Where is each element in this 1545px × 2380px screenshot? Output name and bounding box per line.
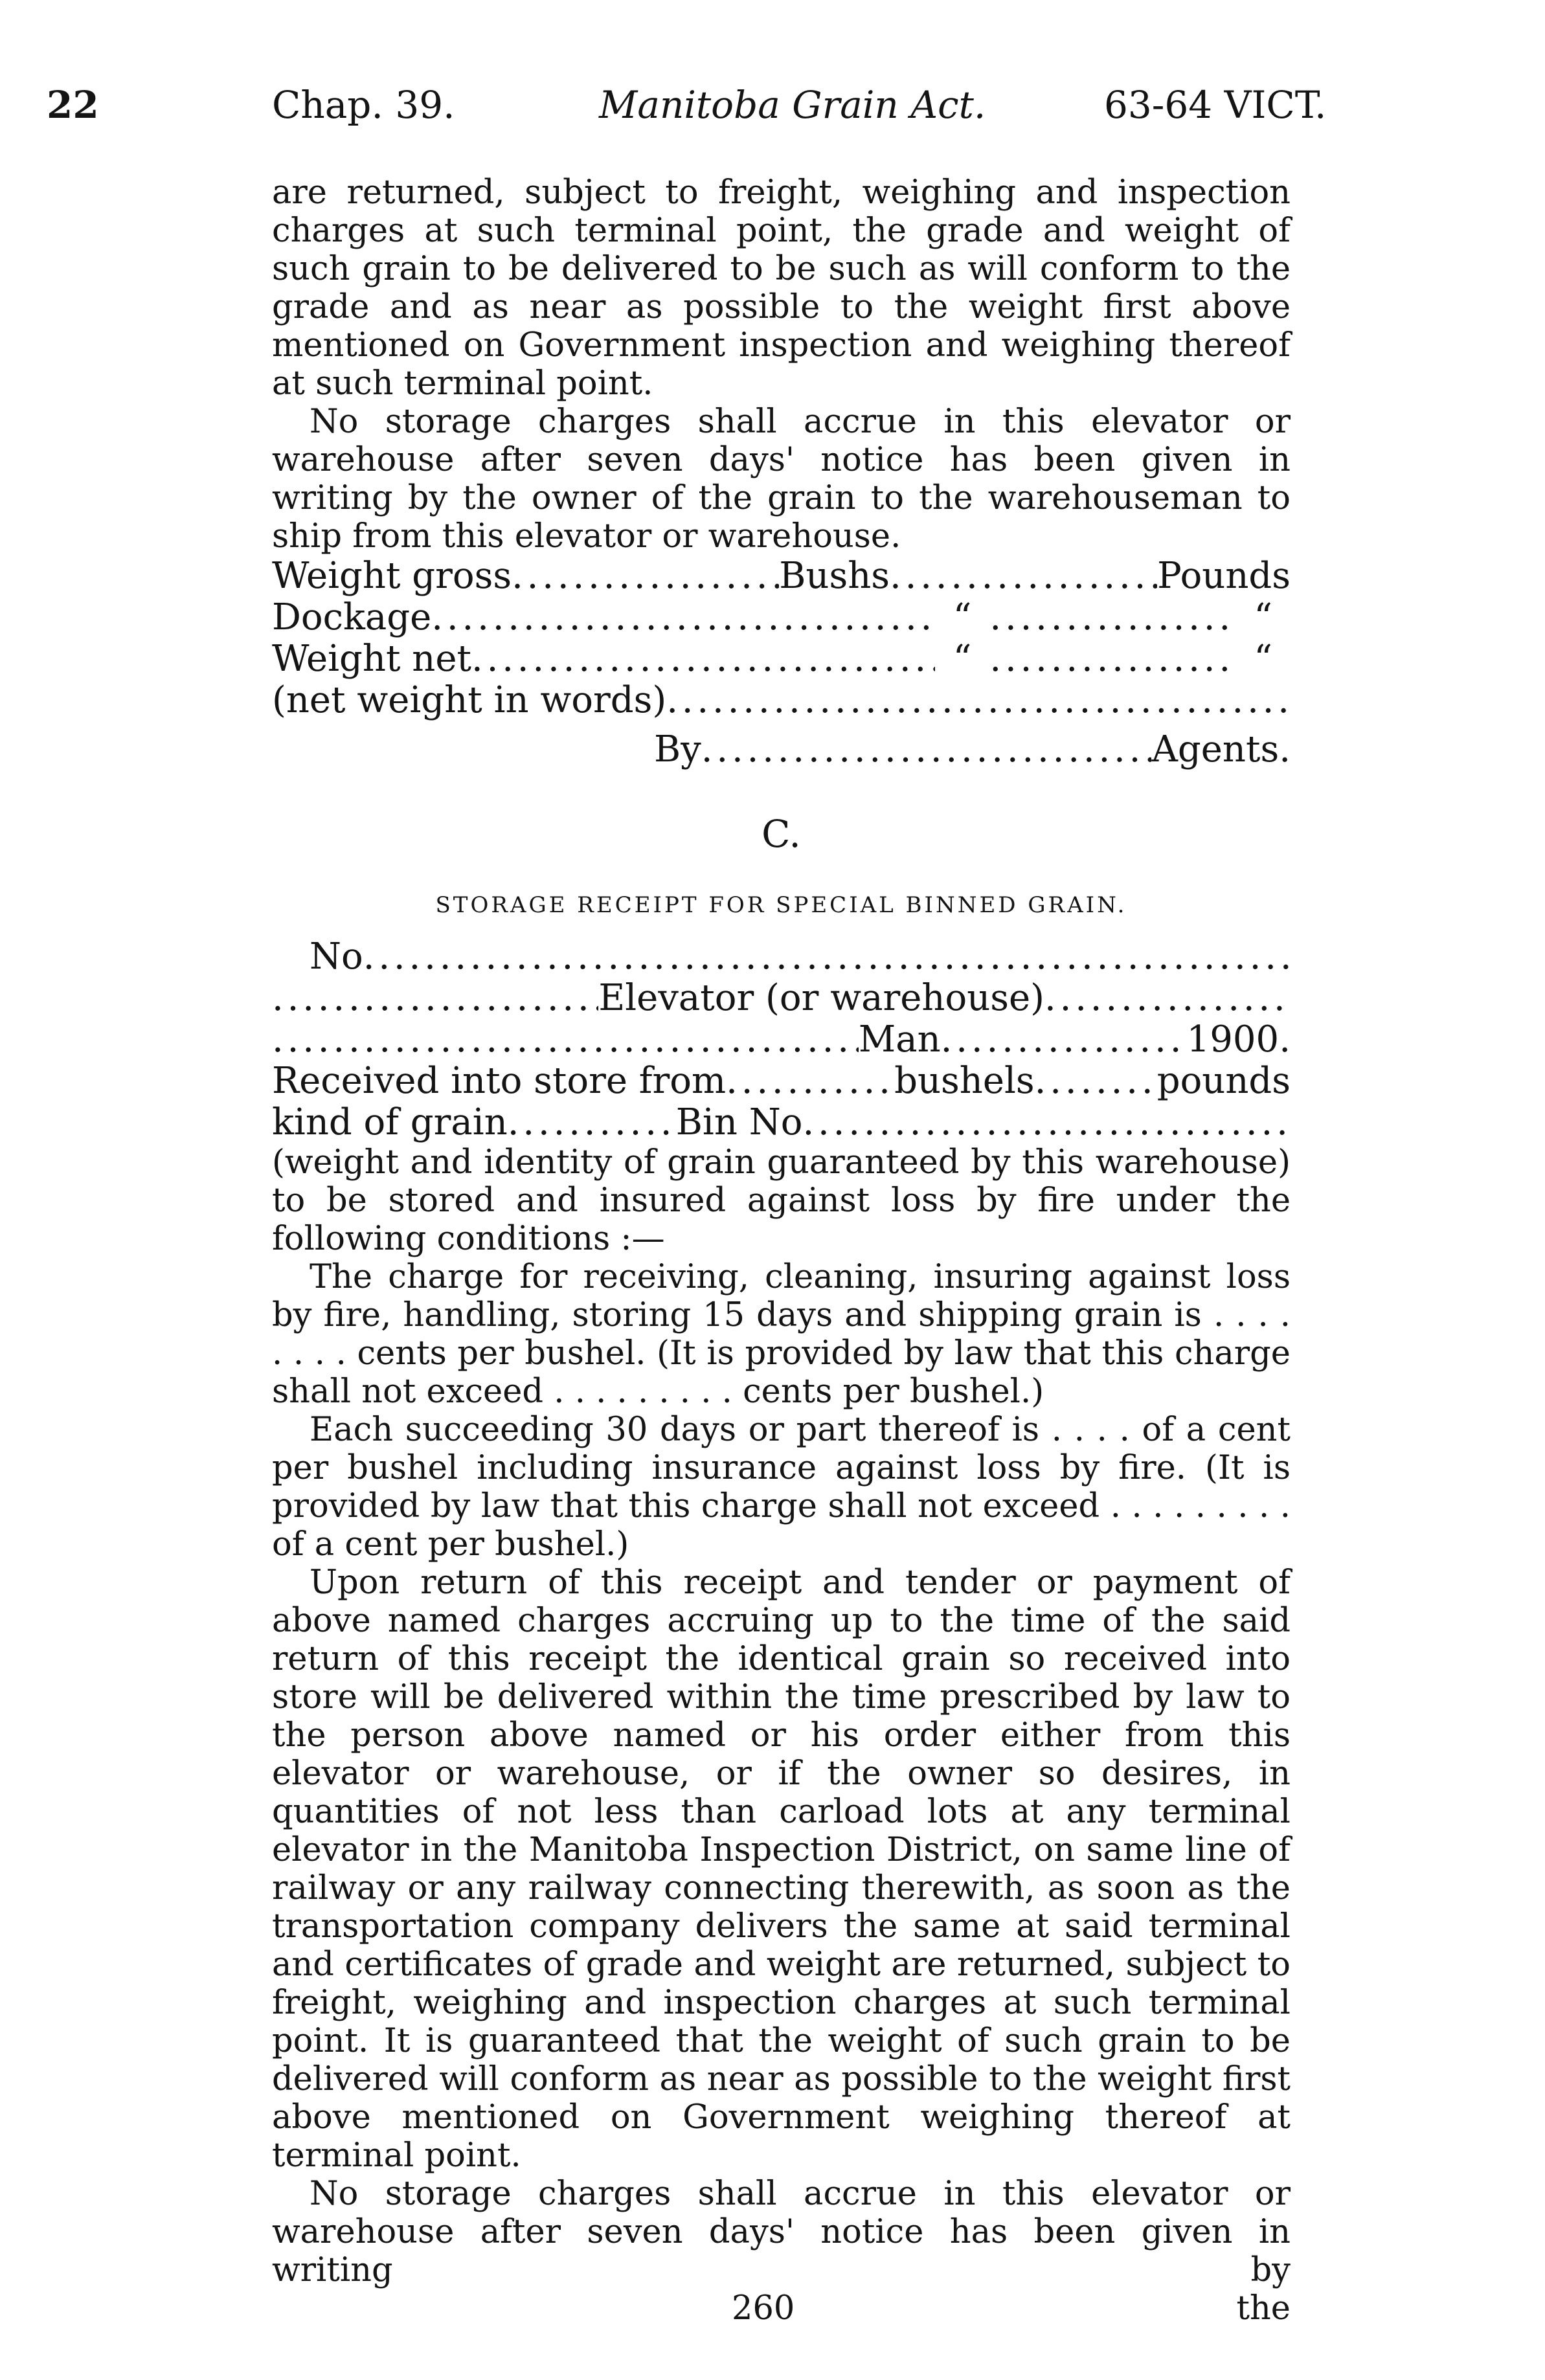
- storage-paragraph: No storage charges shall accrue in this elevator or warehouse after seven days' notice has been given in writing by: [272, 2175, 1291, 2289]
- kind-bin-line: [272, 1102, 1291, 1143]
- dot-leader-inline: . . . . . . . . .: [554, 1373, 732, 1411]
- dot-leader: [726, 1061, 894, 1102]
- succeeding-text-b: of a cent per bushel including insurance against loss by fire. (It is provided by law that this charge shall not exceed: [272, 1411, 1291, 1525]
- dot-leader-inline: . . . . . . . .: [272, 1296, 1291, 1373]
- net-weight-words-label: (net weight in words): [272, 679, 667, 721]
- man-label: Man: [858, 1018, 941, 1061]
- form-c-title: STORAGE RECEIPT FOR SPECIAL BINNED GRAIN.: [435, 892, 1127, 918]
- dot-leader: [1044, 978, 1291, 1019]
- succeeding-text-a: Each succeeding 30 days or part thereof is: [310, 1411, 1040, 1449]
- dot-leader: [890, 556, 1157, 597]
- kind-of-grain-label: kind of grain: [272, 1101, 508, 1143]
- form-c-letter: C.: [761, 812, 801, 856]
- form-b-paragraph-1: are returned, subject to freight, weighing and inspection charges at such terminal point, the grade and weight of such grain to be delivered to be such as will conform to the grade and as near as possible to the weight first above mentioned on Government inspection and weighing thereof at such terminal point.: [272, 174, 1291, 403]
- agents-label: Agents.: [1151, 728, 1291, 770]
- receipt-number-label: No: [310, 936, 363, 978]
- form-b-paragraph-2: No storage charges shall accrue in this elevator or warehouse after seven days' notice has been given in writing by the owner of the grain to the warehouseman to ship from this elevator or warehouse.: [272, 403, 1291, 556]
- charge-text-a: The charge for receiving, cleaning, insuring against loss by fire, handling, storing 15 days and shipping grain is: [272, 1258, 1291, 1334]
- by-label: By: [654, 728, 701, 770]
- agent-signature-line: [272, 729, 1291, 770]
- dot-leader: [666, 680, 1291, 721]
- received-line: [272, 1061, 1291, 1102]
- dot-leader: [989, 638, 1235, 680]
- dot-leader: [363, 936, 1291, 978]
- dot-leader: [272, 978, 598, 1019]
- bushels-word: bushels: [894, 1060, 1035, 1102]
- place-date-line: [272, 1019, 1291, 1061]
- weight-gross-line: [272, 556, 1291, 597]
- ditto-mark: “: [953, 596, 972, 638]
- received-conditions-text: (weight and identity of grain guaranteed by this warehouse) to be stored and insured against loss by fire under the following conditions :—: [272, 1143, 1291, 1258]
- return-paragraph: Upon return of this receipt and tender or payment of above named charges accruing up to the time of the said return of this receipt the identical grain so received into store will be delivered within the time prescribed by law to the person above named or his order either from this elevator or warehouse, or if the owner so desires, in quantities of not less than carload lots at any terminal elevator in the Manitoba Inspection District, on same line of railway or any railway connecting therewith, as soon as the transportation company delivers the same at said terminal and certificates of grade and weight are returned, subject to freight, weighing and inspection charges at such terminal point. It is guaranteed that the weight of such grain to be delivered will conform as near as possible to the weight first above mentioned on Government weighing thereof at terminal point.: [272, 1564, 1291, 2175]
- folio-number: 22: [47, 83, 99, 127]
- ditto-mark: “: [1254, 638, 1272, 680]
- charge-paragraph: [272, 1258, 1291, 1411]
- dot-leader: [802, 1102, 1291, 1143]
- dockage-label: Dockage: [272, 596, 432, 638]
- chapter-label: Chap. 39.: [272, 83, 455, 127]
- dot-leader-inline: . . . .: [1051, 1411, 1130, 1449]
- dot-leader: [1035, 1061, 1157, 1102]
- ditto-mark: “: [1254, 596, 1272, 638]
- succeeding-text-c: of a cent per bushel.): [272, 1525, 629, 1564]
- charge-text-b: cents per bushel. (It is provided by law that this charge shall not exceed: [272, 1334, 1291, 1411]
- ditto-mark: “: [953, 638, 972, 680]
- succeeding-paragraph: [272, 1411, 1291, 1564]
- regnal-year: 63-64 VICT.: [1104, 83, 1327, 127]
- page-footer: [272, 2289, 1291, 2328]
- received-label: Received into store from: [272, 1060, 727, 1102]
- dot-leader: [701, 729, 1152, 770]
- dockage-line: [272, 597, 1291, 638]
- charge-text-c: cents per bushel.): [743, 1373, 1044, 1411]
- weight-net-line: [272, 638, 1291, 680]
- year-label: 1900.: [1186, 1018, 1291, 1061]
- dot-leader: [508, 1102, 676, 1143]
- weight-gross-label: Weight gross: [272, 555, 512, 597]
- dot-leader: [941, 1019, 1187, 1061]
- dot-leader: [431, 597, 934, 638]
- dot-leader: [512, 556, 779, 597]
- bin-number-label: Bin No: [675, 1101, 803, 1143]
- receipt-number-line: [272, 936, 1291, 978]
- pounds-word: pounds: [1156, 1060, 1291, 1102]
- net-weight-words-line: [272, 680, 1291, 721]
- dot-leader: [471, 638, 935, 680]
- bushels-label: Bushs: [779, 555, 890, 597]
- page-body: [272, 174, 1291, 2328]
- dot-leader-inline: . . . . . . . . .: [1110, 1487, 1291, 1525]
- running-title: Manitoba Grain Act.: [599, 83, 986, 127]
- catchword: the: [1236, 2289, 1291, 2328]
- dot-leader: [989, 597, 1235, 638]
- dot-leader: [272, 1019, 859, 1061]
- elevator-label: Elevator (or warehouse): [598, 977, 1044, 1019]
- weight-net-label: Weight net: [272, 638, 471, 680]
- elevator-line: [272, 978, 1291, 1019]
- page-number: 260: [732, 2289, 795, 2328]
- pounds-label: Pounds: [1157, 555, 1291, 597]
